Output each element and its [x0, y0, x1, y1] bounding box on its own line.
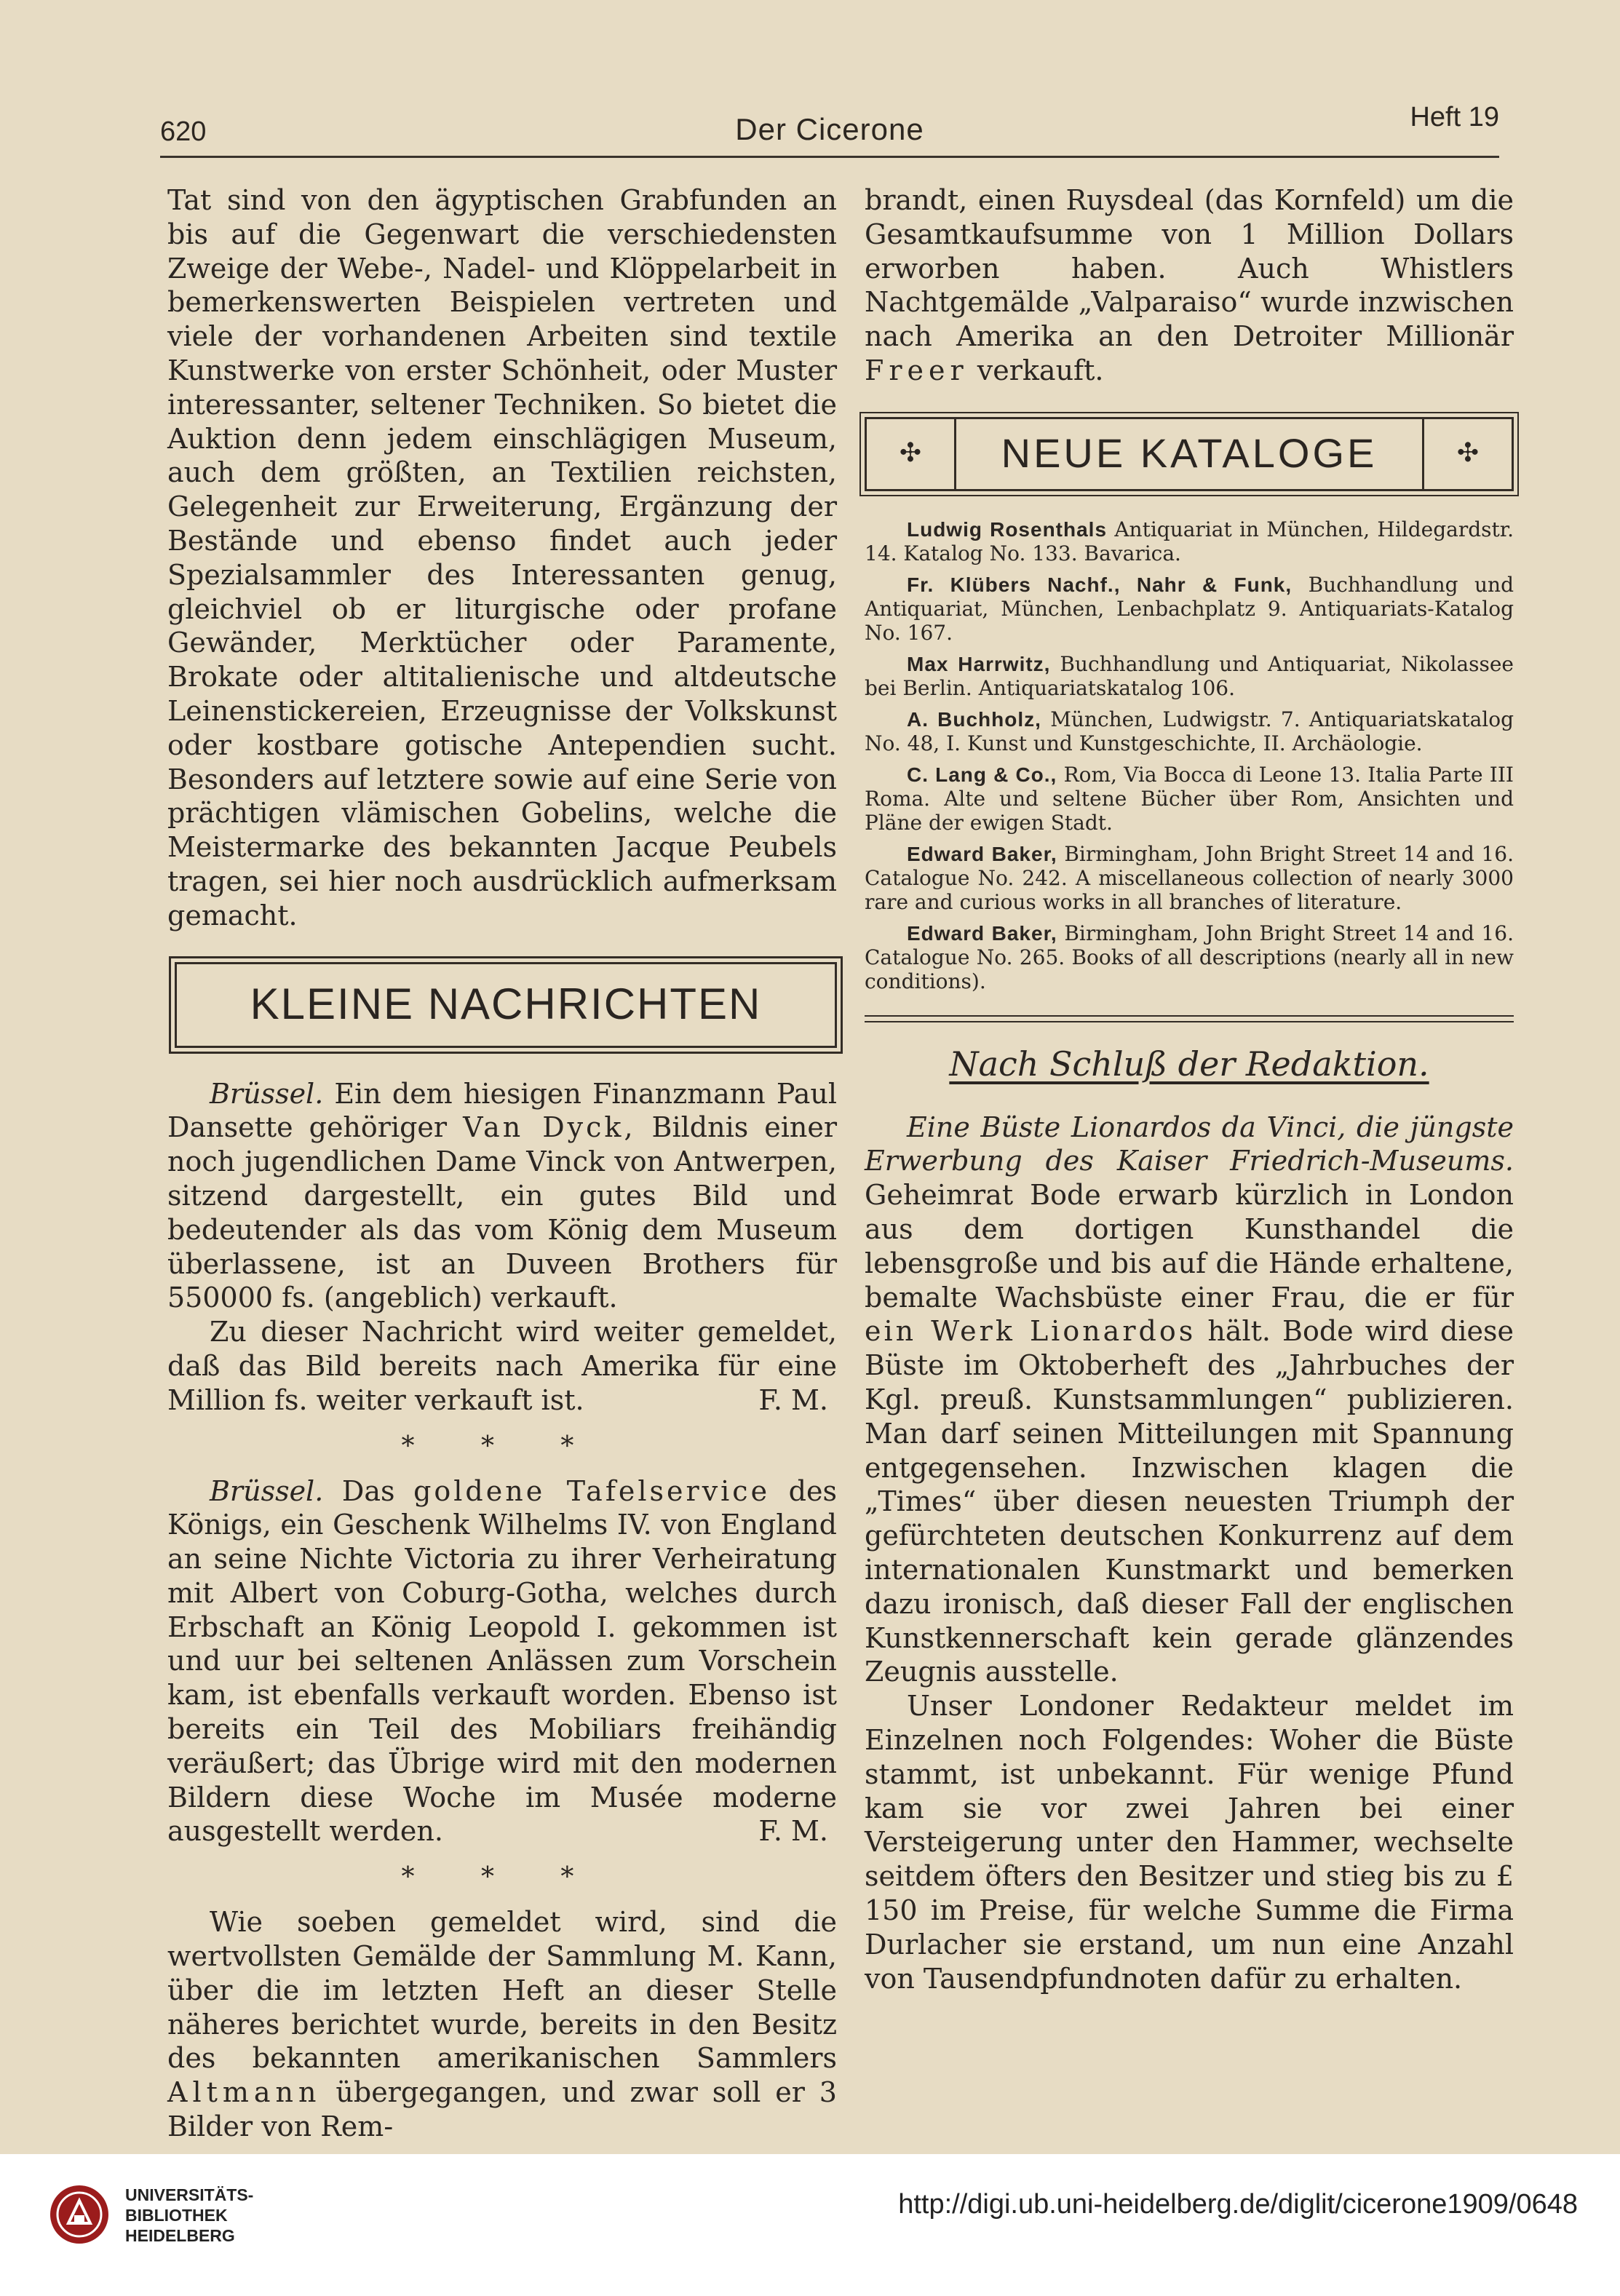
catalog-entry: C. Lang & Co., Rom, Via Bocca di Leone 13. Italia Parte III Roma. Alte und seltene Bücher über Rom, Ansichten und Pläne der ewigen Stadt. [865, 762, 1514, 835]
ornament-icon: ✣ [867, 419, 956, 489]
header-rule [160, 156, 1499, 158]
catalog-entry: Edward Baker, Birmingham, John Bright Street 14 and 16. Catalogue No. 265. Books of all descriptions (nearly all in new conditions). [865, 921, 1514, 993]
left-column [167, 183, 837, 2144]
section-stars: * * * [401, 1862, 603, 1893]
journal-title: Der Cicerone [735, 112, 924, 146]
news-city: Brüssel. [210, 1077, 324, 1110]
catalog-entry: Max Harrwitz, Buchhandlung und Antiquariat, Nikolassee bei Berlin. Antiquariatskatalog 106. [865, 651, 1514, 700]
page-number: 620 [160, 116, 207, 147]
catalog-list [865, 517, 1514, 993]
nach-schluss-heading: Nach Schluß der Redaktion. [949, 1044, 1429, 1084]
section-stars: * * * [401, 1431, 603, 1461]
continued-paragraph-right: brandt, einen Ruysdeal (das Kornfeld) um die Gesamtkaufsumme von 1 Million Dollars erworben haben. Auch Whistlers Nachtgemälde „Valparaiso“ wurde inzwischen nach Amerika an den Detroiter Millionär Freer verkauft. [865, 184, 1514, 386]
news-london-report: Unser Londoner Redakteur meldet im Einzelnen noch Folgendes: Woher die Büste stammt, ist unbekannt. Für wenige Pfund kam sie vor zwei Jahren bei einer Versteigerung unter den Hammer, wechselte seitdem öfters den Besitzer und stieg bis zu £ 150 im Preise, für welche Summe die Firma Durlacher sie erstand, um nun eine Anzahl von Tausendpfundnoten dafür zu erhalten. [865, 1690, 1514, 1995]
signature: F. M. [758, 1383, 828, 1416]
library-footer [0, 2154, 1620, 2296]
news-city: Brüssel. [210, 1474, 324, 1507]
issue-label: Heft 19 [1410, 102, 1499, 132]
right-column [865, 183, 1514, 1995]
neue-kataloge-heading: NEUE KATALOGE [1001, 430, 1378, 477]
double-rule-divider [865, 1015, 1514, 1022]
neue-kataloge-banner [865, 417, 1514, 491]
news-followup: Zu dieser Nachricht wird weiter gemeldet, daß das Bild bereits nach Amerika für eine Million fs. weiter verkauft ist. F. M. [167, 1316, 837, 1416]
catalog-entry: Fr. Klübers Nachf., Nahr & Funk, Buchhandlung und Antiquariat, München, Lenbachplatz 9. Antiquariats-Katalog No. 167. [865, 572, 1514, 645]
university-seal-icon [48, 2183, 111, 2246]
news-headline: Eine Büste Lionardos da Vinci, die jüngste Erwerbung des Kaiser Friedrich-Museums. [865, 1111, 1514, 1177]
library-name: UNIVERSITÄTS- BIBLIOTHEK HEIDELBERG [125, 2185, 254, 2245]
news-sammlung-kann: Wie soeben gemeldet wird, sind die wertvollsten Gemälde der Sammlung M. Kann, über die im letzten Heft an dieser Stelle näheres berichtet wurde, bereits in den Besitz des bekannten amerikanischen Sammlers Altmann übergegangen, und zwar soll er 3 Bilder von Rem- [167, 1906, 837, 2143]
kleine-nachrichten-heading: KLEINE NACHRICHTEN [175, 962, 837, 1048]
news-brussels-tafelservice: Brüssel. Das goldene Tafelservice des Königs, ein Geschenk Wilhelms IV. von England an seine Nichte Victoria zu ihrer Verheiratung mit Albert von Coburg-Gotha, welches durch Erbschaft an König Leopold I. gekommen ist und uur bei seltenen Anlässen zum Vorschein kam, ist ebenfalls verkauft worden. Ebenso ist bereits ein Teil des Mobiliars freihändig veräußert; das Übrige wird mit den modernen Bildern diese Woche im Musée moderne ausgestellt werden. F. M. [167, 1474, 837, 1848]
news-brussels-vandyck: Brüssel. Ein dem hiesigen Finanzmann Paul Dansette gehöriger Van Dyck, Bildnis einer noch jugendlichen Dame Vinck von Antwerpen, sitzend dargestellt, ein gutes Bild und bedeutender als das vom König dem Museum überlassene, ist an Duveen Brothers für 550000 fs. (angeblich) verkauft. [167, 1077, 838, 1314]
news-lionardo-bust: Eine Büste Lionardos da Vinci, die jüngste Erwerbung des Kaiser Friedrich-Museums. Geheimrat Bode erwarb kürzlich in London aus dem dortigen Kunsthandel die lebensgroße und bis auf die Hände erhaltene, bemalte Wachsbüste einer Frau, die er für ein Werk Lionardos hält. Bode wird diese Büste im Oktoberheft des „Jahrbuches der Kgl. preuß. Kunstsammlungen“ publizieren. Man darf seinen Mitteilungen mit Spannung entgegensehen. Inzwischen klagen die „Times“ über diesen neuesten Triumph der gefürchteten deutschen Konkurrenz auf dem internationalen Kunstmarkt und bemerken dazu ironisch, daß dieser Fall der englischen Kunstkennerschaft kein gerade glänzendes Zeugnis ausstelle. [865, 1111, 1514, 1688]
ornament-icon: ✣ [1422, 419, 1512, 489]
signature: F. M. [758, 1815, 828, 1848]
continued-paragraph: Tat sind von den ägyptischen Grabfunden an bis auf die Gegenwart die verschiedensten Zweige der Webe-, Nadel- und Klöppelarbeit in bemerkenswerten Beispielen vertreten und viele der vorhandenen Arbeiten sind textile Kunstwerke von erster Schönheit, oder Muster interessanter, seltener Techniken. So bietet die Auktion denn jedem einschlägigen Museum, auch dem größten, an Textilien reichsten, Gelegenheit zur Erweiterung, Ergänzung der Bestände und ebenso findet auch jeder Spezialsammler des Interessanten genug, gleichviel ob er liturgische oder profane Gewänder, Merktücher oder Paramente, Brokate oder altitalienische und altdeutsche Leinenstickereien, Erzeugnisse der Volkskunst oder kostbare gotische Antependien sucht. Besonders auf letztere sowie auf eine Serie von prächtigen vlämischen Gobelins, welche die Meistermarke des bekannten Jacque Peubels tragen, sei hier noch ausdrücklich aufmerksam gemacht. [167, 184, 837, 931]
source-url-link[interactable]: http://digi.ub.uni-heidelberg.de/diglit/cicerone1909/0648 [898, 2189, 1578, 2220]
catalog-entry: Edward Baker, Birmingham, John Bright Street 14 and 16. Catalogue No. 242. A miscellaneous collection of nearly 3000 rare and curious works in all branches of literature. [865, 841, 1514, 914]
catalog-entry: Ludwig Rosenthals Antiquariat in München, Hildegardstr. 14. Katalog No. 133. Bavarica. [865, 517, 1514, 565]
page-header [160, 102, 1499, 153]
catalog-entry: A. Buchholz, München, Ludwigstr. 7. Antiquariatskatalog No. 48, I. Kunst und Kunstgeschichte, II. Archäologie. [865, 707, 1514, 755]
